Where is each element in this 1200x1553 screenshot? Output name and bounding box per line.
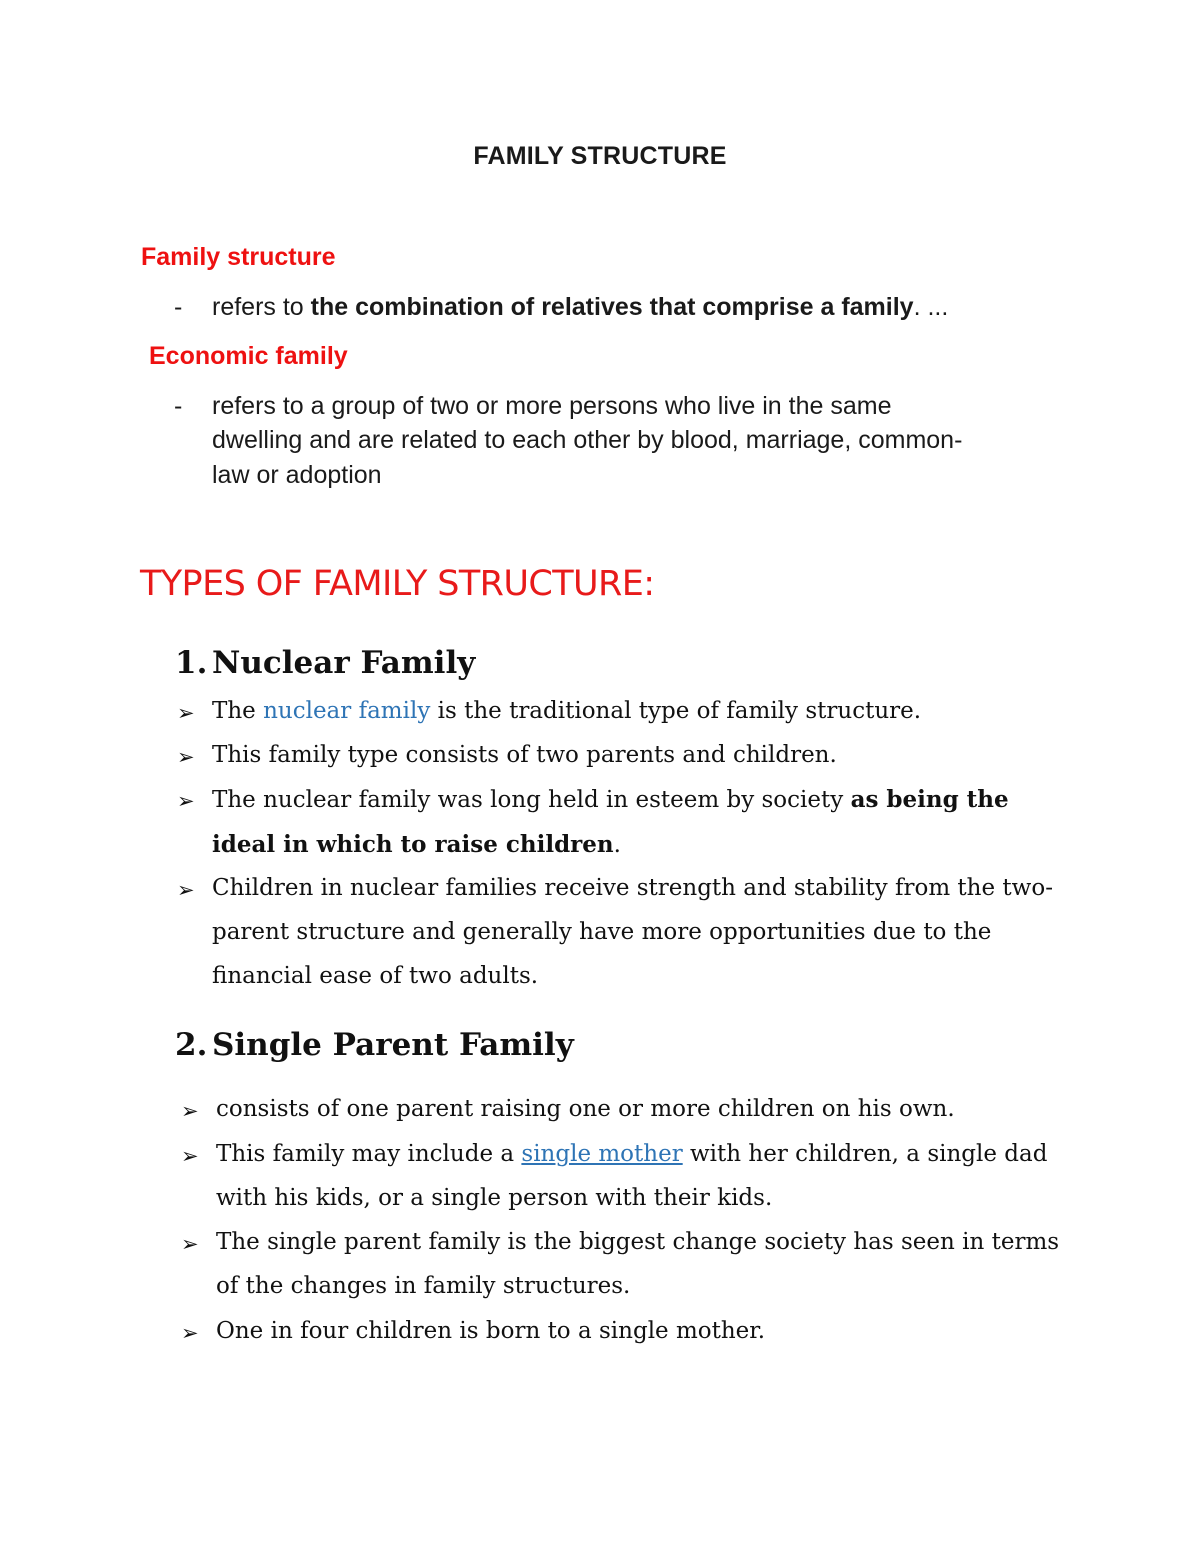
definition-text: refers to <box>212 293 311 321</box>
definition-text: . ... <box>913 293 949 321</box>
arrowhead-bullet-icon: ➢ <box>177 878 195 902</box>
bullet-text: is the traditional type of family structure. <box>430 698 922 724</box>
bullet-text: The <box>212 698 264 724</box>
bullet-text: with her children, a single dad <box>682 1141 1048 1167</box>
section-heading-nuclear-family: Nuclear Family <box>212 645 476 681</box>
document-title: FAMILY STRUCTURE <box>473 142 727 170</box>
types-heading: TYPES OF FAMILY STRUCTURE: <box>140 564 655 604</box>
dash-marker: - <box>174 293 183 321</box>
single-bullet-4: One in four children is born to a single mother. <box>216 1318 766 1344</box>
arrowhead-bullet-icon: ➢ <box>181 1144 199 1168</box>
bullet-text: This family may include a <box>216 1141 522 1167</box>
nuclear-bullet-4-line-2: parent structure and generally have more opportunities due to the <box>212 919 992 945</box>
section-heading-single-parent-family: Single Parent Family <box>212 1027 574 1063</box>
arrowhead-bullet-icon: ➢ <box>181 1321 199 1345</box>
arrowhead-bullet-icon: ➢ <box>177 789 195 813</box>
section-number: 1. <box>175 645 208 681</box>
economic-family-line-2: dwelling and are related to each other by blood, marriage, common- <box>212 426 963 454</box>
nuclear-bullet-3-line-2 <box>212 831 621 858</box>
single-bullet-1: consists of one parent raising one or more children on his own. <box>216 1096 955 1122</box>
single-bullet-3-line-2: of the changes in family structures. <box>216 1273 631 1299</box>
term-family-structure: Family structure <box>141 243 336 271</box>
single-bullet-2-line-1 <box>216 1141 1047 1167</box>
economic-family-line-1: refers to a group of two or more persons who live in the same <box>212 392 892 420</box>
definition-bold-text: the combination of relatives that comprise a family <box>310 293 914 321</box>
single-bullet-3-line-1: The single parent family is the biggest change society has seen in terms <box>216 1229 1060 1255</box>
bullet-bold-text: ideal in which to raise children <box>212 831 614 858</box>
nuclear-family-link[interactable]: nuclear family <box>263 698 431 724</box>
nuclear-bullet-4-line-3: financial ease of two adults. <box>212 963 539 989</box>
family-structure-definition <box>212 290 948 324</box>
nuclear-bullet-4-line-1: Children in nuclear families receive strength and stability from the two- <box>212 875 1053 901</box>
arrowhead-bullet-icon: ➢ <box>181 1232 199 1256</box>
bullet-text: The nuclear family was long held in esteem by society <box>212 787 851 813</box>
nuclear-bullet-1 <box>212 698 921 724</box>
dash-marker: - <box>174 392 183 420</box>
nuclear-bullet-3-line-1 <box>212 786 1009 813</box>
bullet-text: . <box>613 832 621 858</box>
term-economic-family: Economic family <box>149 342 348 370</box>
arrowhead-bullet-icon: ➢ <box>177 745 195 769</box>
bullet-bold-text: as being the <box>850 786 1009 813</box>
section-number: 2. <box>175 1027 208 1063</box>
arrowhead-bullet-icon: ➢ <box>177 701 195 725</box>
single-mother-link[interactable]: single mother <box>521 1141 683 1167</box>
arrowhead-bullet-icon: ➢ <box>181 1099 199 1123</box>
economic-family-line-3: law or adoption <box>212 461 382 489</box>
nuclear-bullet-2: This family type consists of two parents and children. <box>212 742 837 768</box>
single-bullet-2-line-2: with his kids, or a single person with their kids. <box>216 1185 773 1211</box>
